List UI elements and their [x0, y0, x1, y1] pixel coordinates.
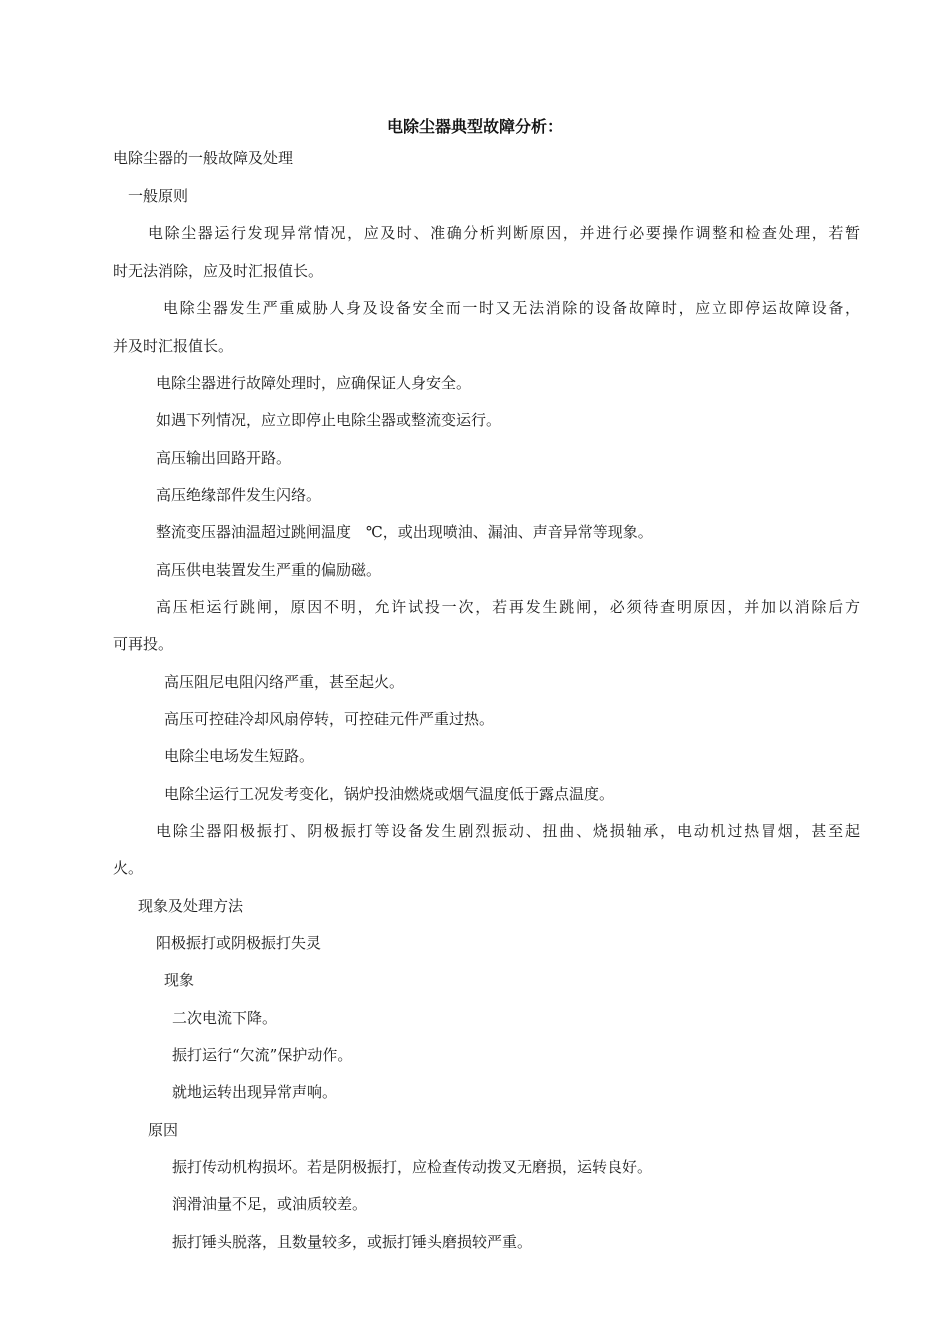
paragraph-line: 火。: [113, 859, 144, 877]
list-item: 电除尘器阳极振打、阴极振打等设备发生剧烈振动、扭曲、烧损轴承，电动机过热冒烟，甚至起: [156, 822, 860, 840]
list-item: 润滑油量不足，或油质较差。: [172, 1195, 368, 1213]
subsection-heading: 阳极振打或阴极振打失灵: [156, 934, 322, 952]
list-item: 高压绝缘部件发生闪络。: [156, 486, 322, 504]
subsection-heading: 现象: [164, 971, 195, 989]
list-item: 二次电流下降。: [172, 1009, 278, 1027]
list-item: 振打运行“欠流”保护动作。: [172, 1046, 353, 1064]
paragraph-line: 可再投。: [113, 635, 174, 653]
paragraph-line: 如遇下列情况，应立即停止电除尘器或整流变运行。: [156, 411, 502, 429]
list-item: 电除尘运行工况发考变化，锅炉投油燃烧或烟气温度低于露点温度。: [164, 785, 615, 803]
list-item: 就地运转出现异常声响。: [172, 1083, 338, 1101]
paragraph-line: 并及时汇报值长。: [113, 337, 234, 355]
list-item: 电除尘电场发生短路。: [164, 747, 315, 765]
list-item: 整流变压器油温超过跳闸温度 ℃，或出现喷油、漏油、声音异常等现象。: [156, 523, 653, 541]
paragraph-line: 电除尘器发生严重威胁人身及设备安全而一时又无法消除的设备故障时，应立即停运故障设备，: [163, 299, 860, 317]
list-item: 振打传动机构损坏。若是阴极振打，应检查传动拨叉无磨损，运转良好。: [172, 1158, 653, 1176]
list-item: 高压可控硅冷却风扇停转，可控硅元件严重过热。: [164, 710, 495, 728]
subsection-heading: 原因: [148, 1121, 179, 1139]
paragraph-line: 电除尘器进行故障处理时，应确保证人身安全。: [156, 374, 472, 392]
paragraph-line: 电除尘器运行发现异常情况，应及时、准确分析判断原因，并进行必要操作调整和检查处理，若暂: [148, 224, 860, 242]
list-item: 高压阻尼电阻闪络严重，甚至起火。: [164, 673, 405, 691]
list-item: 高压柜运行跳闸，原因不明，允许试投一次，若再发生跳闸，必须待查明原因，并加以消除后方: [156, 598, 860, 616]
list-item: 高压供电装置发生严重的偏励磁。: [156, 561, 382, 579]
section-heading: 电除尘器的一般故障及处理: [113, 149, 294, 167]
subsection-heading: 一般原则: [128, 187, 189, 205]
document-title: 电除尘器典型故障分析：: [386, 117, 563, 136]
paragraph-line: 时无法消除，应及时汇报值长。: [113, 262, 324, 280]
subsection-heading: 现象及处理方法: [138, 897, 244, 915]
list-item: 高压输出回路开路。: [156, 449, 292, 467]
list-item: 振打锤头脱落，且数量较多，或振打锤头磨损较严重。: [172, 1233, 533, 1251]
